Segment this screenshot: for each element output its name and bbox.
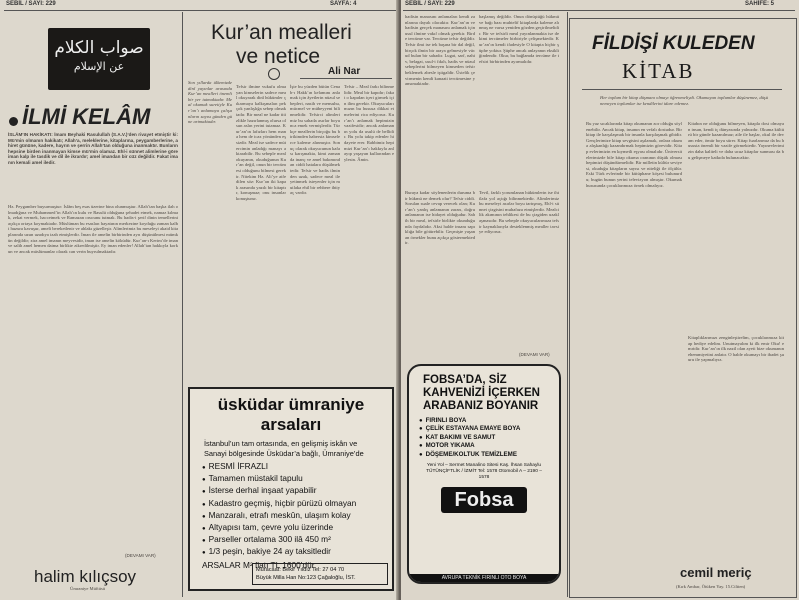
land-sale-advertisement (188, 387, 394, 591)
left-page-header-issue: SEBİL / SAYI: 229 (6, 1, 56, 7)
feature-body-2: Kitabın ne olduğunu bilmeyen, kitapla dost olmayan insan, kendi iç dünyasında yalnızdır. Okuma kültürü bir günde kazanılmaz; aile ile başlar, okul ile devam eder, ömür boyu sürer. Kitap fuarlarımız da bu hususta önemli bir vazife görmektedir. Yayınevlerimizin daha kaliteli ve daha ucuz kitaplar sunması da bu gelişmeye katkıda bulunacaktır. (688, 121, 784, 160)
article-column-c: Tefsir – Meal farkı bilinmelidir. Meal bir kapıdır; fakat o kapıdan içeri girmek için ilim gerekir. Okuyucularımızın bu hususa dikkat etmelerini rica ediyoruz. Kur’an’ı anlamak hepimizin vazifesidir; ancak anlamanın yolu da usulü de bellidir. Bu yolu takip edenler hidayete erer. Rabbimiz hepimizi Kur’an’ı hakkıyla anlayıp yaşayan kullarından eylesin. Âmin. (344, 84, 394, 162)
ad-bullet-item: ● DÖŞEME/KOLTUK TEMİZLEME (419, 451, 549, 459)
column-intro: İSLÂM’IN HAKİKATI: İmam Beyhaki Rasulullah (S.A.V.)’den rivayet etmiştir ki: Mü’min olmanın hakikatı; Allah’a, meleklerine, kitaplarına, peygamberlerine, ahiret gününe, kadere, hayrın ve şerrin Allah’tan olduğuna inanmaktır. Bunların hepsine birden inanmayan kimse mü’min olamaz. Ehl-i sünnet alimlerine göre iman kalp ile tasdik ve dil ile ikrardır; amel imandan bir cüz değildir. Fakat imanın kemali amel iledir. (8, 132, 178, 165)
left-header-rule (4, 10, 396, 11)
column-body: Hz. Peygamber buyurmuştur: İslâm beş esas üzerine bina olunmuştur. Allah’tan başka ilah olmadığına ve Muhammed’in Allah’ın kulu ve Rasulü olduğuna şehadet etmek, namaz kılmak, zekat vermek, haccetmek ve Ramazan orucunu tutmak. Bu hadis-i şerif dinin temellerini açıkça ortaya koymaktadır. Müslüman bu esasları hayatının merkezine koyduğu zaman kalbi huzura kavuşur, ameli bereketlenir ve ahlakı güzelleşir. Alimlerimiz bu meseleyi akaid kitaplarında uzun uzadıya izah etmişlerdir. İman ile amelin birbirinden ayrı düşünülmesi mümkün değildir; zira amel imanın meyvesidir, iman ise amelin köküdür. Kur’an-ı Kerim’de iman ve salih amel hemen daima birlikte zikredilmiştir. Ey iman edenler! Allah’tan hakkıyla korkun ve ancak müslümanlar olarak can verin buyrulmaktadır. (8, 204, 178, 254)
ad-bullet-item: ● RESMİ İFRAZLI (202, 461, 380, 473)
column-sign: (DEVAMI VAR) (125, 553, 156, 558)
feature-title-line-1: FİLDİŞİ KULEDEN (592, 33, 755, 54)
ad1-price-line: ARSALAR M² fiatı TL 1600’dür. (202, 559, 317, 570)
right-page-header-page: SAHİFE: 5 (745, 1, 775, 7)
ad-bullet-item: ● İsterse derhal inşaat yapabilir (202, 485, 380, 497)
feature-author: cemil meriç (680, 565, 752, 580)
ad-bullet-item: ● Manzaralı, etrafı meskûn, ulaşım kolay (202, 510, 380, 522)
ad-bullet-item: ● Kadastro geçmiş, hiçbir pürüzü olmayan (202, 498, 380, 510)
ad-bullet-item: ● Parseller ortalama 300 ilâ 450 m² (202, 534, 380, 546)
ad-bullet-item: ● KAT BAKIMI VE SAMUT (419, 434, 549, 442)
right-header-rule (403, 10, 795, 11)
column-author-sub: Ümraniye Müftüsü (70, 586, 106, 591)
column-bullet-icon (9, 117, 18, 126)
feature-lead: Her toplum bir kitap düşmanı olmayı öğrenmeliydi. Okumayan toplumlar düşünemez, düşünemeyen toplumlar ise kendilerini idare edemez. (600, 95, 768, 106)
feature-body-3: Kitaplıklarımızı zenginleştirelim, çocuklarımıza kitap hediye edelim. Unutmayalım ki ilk emir Oku! emridir. Kur’an’ın ilk nazil olan ayeti bize okumanın ehemmiyetini anlatır. O halde okumayı bir ibadet şuuru ile yapmalıyız. (688, 335, 784, 363)
arabic-calligraphy-logo (48, 28, 150, 90)
right-column-2-sign: (DEVAMI VAR) (519, 352, 550, 357)
ad2-footer: AVRUPA TEKNİK FIRINLI OTO BOYA (409, 574, 559, 582)
feature-body: Bu yaz sıcaklarında kitap okumanın zor olduğu söylenebilir. Ancak kitap, insanın en vefalı dostudur. Bir kitap ile karşılaşmak bir insanla karşılaşmak gibidir. Gençlerimize kitap sevgisini aşılamak, onlara okuma alışkanlığı kazandırmak hepimizin görevidir. Kitap evlerimizin en kıymetli eşyası olmalıdır. Üniversitelerimizde bile kitap okuma oranının düşük olması hepimizi düşündürmelidir. Bir milletin kültür seviyesi, okuduğu kitapların sayısı ve niteliği ile ölçülür. Eski Türk evlerinde bir kütüphane köşesi bulunurdu; bugün bunun yerini televizyon almıştır. Okumak hususunda çocuklarımıza örnek olmalıyız. (586, 121, 682, 188)
article-lead: Son yıllarda ülkemizde dinî yayınlar arasında Kur’an mealleri önemli bir yer tutmaktadır. Meal okumak suretiyle Kur’an’ı anlamaya çalışanların sayısı günden güne artmaktadır. (188, 80, 232, 125)
right-page-header-issue: SEBİL / SAYI: 229 (405, 1, 455, 7)
ad-bullet-item: ● Tamamen müstakil tapulu (202, 473, 380, 485)
ad1-title: üsküdar ümraniye arsaları (217, 395, 365, 434)
ad1-bullet-list (190, 461, 392, 559)
ad-bullet-item: ● Altyapısı tam, çevre yolu üzerinde (202, 522, 380, 534)
ad-bullet-item: ● ÇELİK ESTAYANA EMAYE BOYA (419, 425, 549, 433)
right-page (401, 0, 799, 600)
ad2-address: Yeni Yol – Sermet Manalino Sitesi Kaş. İhsan Sahaylu TÜTÜNÇİFTLİK / İZMİT Tel: 1578 Otomobil A – 2190 – 1578 (426, 463, 542, 481)
ad1-contact-address: Büyük Milla Han No:123 Çağaloğlu, İST. (256, 575, 356, 581)
article-author: Ali Nar (328, 66, 361, 77)
column-title: İLMİ KELÂM (22, 104, 151, 129)
column-author: halim kılıçsoy (34, 567, 137, 586)
article-title-line-1: Kur’an mealleri (211, 21, 352, 44)
ad2-title: FOBSA’DA, SİZ KAHVENİZİ İÇERKEN ARABANIZ BOYANIR (423, 374, 540, 412)
ad1-contact-box (252, 563, 388, 585)
logo-arabic-bottom: عن الإسلام (73, 60, 125, 73)
author-rule (300, 78, 392, 79)
right-column-divider (567, 12, 568, 597)
feature-title-rule (582, 89, 782, 90)
right-column-2-body: başlamış değildir. Onun dönüştüğü hükmü ve bağı bazı muhtelif kitaplarda kaleme alınmış ne varsa yeniden gözden geçirilmelidir. Bir ve tefsirli meal yayınlanmakta ise de kimi tercümeler birbiriyle çelişmektedir. Kur’an’ın kendi ifadesiyle O kitapta hiçbir şüphe yoktur. Şüphe ancak anlayanın eksikliğindendir. Okur, bu bağlamda tercüme ile tefsiri birbirinden ayırmalıdır. (479, 14, 559, 64)
right-column-2-body-2: Tevil, farklı yorumlanan hükümlerin ise ihtilafa yol açtığı bilinmektedir. Alimlerimiz bu meseleyi asırlar boyu tartışmış, Ehl-i sünnet çizgisini muhafaza etmişlerdir. Mealcilik akımının tehlikesi de bu çizgiden uzaklaşmasıdır. Bu sebeple okuyucularımıza tefsir kaynaklarıyla desteklenmiş mealler tavsiye ediyoruz. (479, 190, 559, 235)
article-column-a: Tefsir ilmine vukufu olmayan kimselerin sadece meal okuyarak dinî hükümler çıkarmaya kalkışmaları pek çok yanlışlığa sebep olmaktadır. Bir meal ne kadar titizlikle hazırlanmış olursa olsun aslın yerini tutamaz. Kur’an’ın lafızları hem mana hem de icaz yönünden eşsizdir. Meal ise sadece mütercimin anladığı manayı aktarabilir. Bu sebeple meal okuyanın, okuduğunun Kur’an değil, onun bir tercümesi olduğunu bilmesi gerekir. Nitekim Hz. Ali’ye atfedilen söz: Kur’an iki kapak arasında yazılı bir kitaptır, konuşmaz; onu insanlar konuşturur. (236, 84, 286, 201)
logo-arabic-top: صواب الكلام (54, 38, 144, 58)
ad1-contact-phone: Müracaat: Bekir Yıldız Tel: 27 04 70 (256, 567, 345, 573)
feature-title-line-2: KİTAB (622, 59, 695, 83)
column-divider (182, 12, 183, 597)
ad2-bullet-list (409, 415, 559, 461)
article-column-b: İşte bu yüzden bütün Cenab-ı Hakk’ın kelamını anlamak için âyetlerin nüzul sebepleri, nasih ve mensuhu, mücmel ve mübeyyeni bilinmelidir. Tefsirci alimlerimiz bu sahada asırlar boyunca emek vermişlerdir. Türkçe meallerin birçoğu bu birikimden habersiz kimselerce kaleme alınmıştır. Sonuç olarak okuyucunun kafası karışmakta, kimi zaman da inanç ve amel bakımından ciddi hatalara düşülmektedir. Tefsir ve hadis ilminden uzak, sadece meal ile yetinmek isteyenler için mutlaka ehil bir rehbere ihtiyaç vardır. (290, 84, 340, 196)
ad-bullet-item: ● FIRINLI BOYA (419, 417, 549, 425)
ad-bullet-item: ● 1/3 peşin, bakiye 24 ay taksitledir (202, 546, 380, 558)
article-title-line-2: ve netice (236, 45, 321, 68)
feature-box (569, 18, 797, 598)
ad-bullet-item: ● MOTOR YIKAMA (419, 442, 549, 450)
article-bullet-icon (268, 68, 280, 80)
right-column-1-body-2: Buraya kadar söylenenlerin duruma bir hükmü ne demek olur? Tefsir ciddi. Sorulan suale cevap verecek olan; Kur’an’ı yanlış anlamanın zararı, doğru anlamanın ise hidayet olduğudur. Sahih bir meal, tefsirle birlikte okunduğunda faydalıdır. Aksi halde insanı sapıklığa bile götürebilir. Geçmişte yaşanan örnekler bunu açıkça göstermektedir. (405, 190, 475, 246)
ad2-logo: Fobsa (441, 487, 527, 513)
right-column-1-body: hadisin manasını anlamaları kendi zanlarına dayalı olacaktır. Kur’an’ın ve hadisin gerçek manasını anlamak için usul ilmine vakıf olmak gerekir. Birde tercüme var. Tercüme tefsir değildir. Tefsir ilmi ise tek başına bir dal değil, birçok ilmin bir araya gelmesiyle vücud bulan bir sahadır. Lugat, sarf, nahiv, belagat, usul-i fıkıh, hadis ve nüzul sebeplerini bilmeyen kimseden tefsir beklemek abesle iştigaldir. Üstelik çevirmenin kendi kanaati tercümesine yansımaktadır. (405, 14, 475, 87)
left-page (0, 0, 399, 600)
feature-source: (Kırk Ambar, Ötüken Yay. 15.Ciltten) (676, 584, 746, 589)
ad1-subtitle: İstanbul’un tam ortasında, en gelişmiş iskân ve Sanayi bölgesinde Üsküdar’a bağlı, Ümraniye’de (204, 439, 364, 458)
left-page-header-page: SAYFA: 4 (330, 1, 357, 7)
car-paint-advertisement (407, 364, 561, 584)
